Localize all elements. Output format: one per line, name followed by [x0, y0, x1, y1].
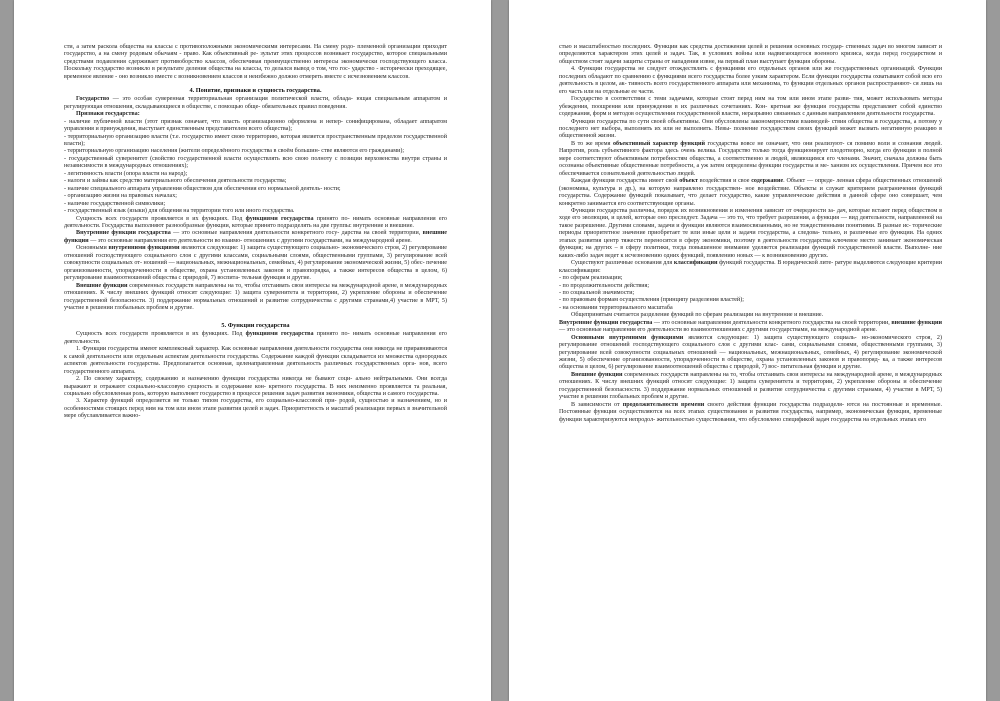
numbered-paragraph: 4. Функции государства не следует отождествлять с функциями его отдельных органов или же государственных организаций. Функции последних обладают по сравнению с функциями всего государства более узким характером. Если функции государства охватывают собой всю его деятельность в целом, ак- тивность всего государственного аппарата или механизма, то функции отдельных органов распространяют- ся лишь на его часть или на отдельные ее части.: [559, 66, 942, 95]
numbered-paragraph: 3. Характер функций определяется не только типом государства, его социально-классовой при- родой, сущностью и назначением, но и особенностями стоящих перед ним на том или ином этапе развития целей и задач. Приоритетность и масштаб реализации первых в значительной мере обуславливается важно-: [64, 398, 447, 420]
list-item: - наличие публичной власти (этот признак означает, что власть организационно оформлена и непер- сонифицирована, обладает аппаратом управления и принуждения, выступает единственным представителем всего общества);: [64, 118, 447, 133]
subheading: Признаки государства:: [76, 111, 140, 118]
section-heading-4: 4. Понятие, признаки и сущность государства.: [189, 87, 322, 95]
list-item: - государственный язык (языки) для общения на территории того или иного государства.: [64, 208, 295, 215]
paragraph: Государство — это особая суверенная территориальная организация политической власти, облада- ющая специальным аппаратом и регулирующая отношения, складывающиеся в обществе, с помощью обще- обязательных правил поведения.: [64, 96, 447, 110]
paragraph: Внешние функции современных государств направлены на то, чтобы отстаивать свои интересы на международной арене, в международных отношениях. К числу внешних функций относят следующие: 1) защита суверенитета и территории, 2) укрепление обороны и обеспечение государственной безопасности. 3) поддержание нормальных отношений и развитие сотрудничества с другими странами,4) участие в МРТ, 5) участие в решении глобальных проблем и другие.: [64, 282, 447, 311]
paragraph: Внутренние функции государства — это основные направления деятельности конкретного государства на своей территории, внешние функции — это основные направления его деятельности во взаимоотношениях с другими государствами, на международной арене.: [559, 319, 942, 334]
paragraph: Существуют различные основания для классификации функций государства. В юридической лите- ратуре выделяются следующие критерии классификации:: [559, 260, 942, 274]
list-item: - территориальную организацию населения (жители определённого государства в своём большин- стве являются его гражданами);: [64, 148, 405, 155]
paragraph: Сущность всех государств проявляется в их функциях. Под функциями государства принято по- нимать основные направления его деятельности. Государства выполняют разнообразные функции, которые принято подразделять на две группы: внутренние и внешние.: [64, 215, 447, 229]
paragraph: Сущность всех государств проявляется в их функциях. Под функциями государства принято по- нимать основные направления его деятельности.: [64, 331, 447, 345]
paragraph: В зависимости от продолжительности времени своего действия функции государства подразделя- ются на постоянные и временные. Постоянные функции осуществляются на всех этапах существования и развития государства, например, экономическая функция, временные функции характеризуются непродол- жительностью существования, что обусловлено спецификой задач государства на отдельных этапах его: [559, 401, 943, 423]
list-item: - по продолжительности действия;: [559, 282, 650, 289]
paragraph: Основными внутренними функциями являются следующие: 1) защита существующего социаль- но-экономического строя, 2) регулирование отношений господствующего социального слоя с другими клас- сами, социальными слоями, общественными группами, 3) регулирование всей совокупности социальных отношений — национальных, межнациональных, семейных, 4) регулирование экономической жизни, 5) обеспечение организованности, упорядоченности в обществе, охрана установленных законов и правопоряд- ка, а также интересов общества в целом, 6) регулирование взаимоотношений общества с природой, 7) вос- питательная функция и другие.: [559, 334, 942, 371]
paragraph: Внешние функции современных государств направлены на то, чтобы отстаивать свои интересы на международной арене, в международных отношениях. К числу внешних функций относят следующие: 1) защита суверенитета и территории, 2) укрепление обороны и обеспечение государственной безопасности. 3) поддержание нормальных отношений и развитие сотрудничества с другими странами, 4) участие в МРТ, 5) участие в решении глобальных проблем и другие.: [559, 371, 942, 401]
paragraph: Каждая функция государства имеет свой объект воздействия и свое содержание. Объект — опреде- ленная сфера общественных отношений (экономика, культура и др.), на которую направлено государствен- ное воздействие. Объекты и служат критерием разграничения функций государства. Содержание функций показывает, что делает государство, какие управленческие действия в данной сфере оно совершает, чем конкретно занимается его соответствующие органы.: [559, 178, 942, 207]
paragraph: В то же время объективный характер функций государства вовсе не означает, что они реализуют- ся помимо воли и сознания людей. Напротив, роль субъективного фактора здесь очень велика. Государство только тогда функционирует плодотворно, когда его функции в полной мере соответствуют объективным потребностям общества, а соответственно и людей, являющимся его членами. Значит, сначала должны быть осознаны объективные общественные потребности, а уж затем определены функции государства и ме- ханизм их осуществления. Причем все это обеспечивается сознательной деятельностью людей.: [559, 140, 943, 177]
list-item: - наличие специального аппарата управления обществом для обеспечения его нормальной деятель- ности;: [64, 185, 341, 192]
paragraph: Общепринятым считается разделение функций по сферам реализации на внутренние и внешние.: [571, 312, 824, 319]
paragraph: стью и масштабностью последних. Функции как средства достижения целей и решения основных государ- ственных задач во многом зависят и определяются характером этих целей и задач. Так, в условиях войны или надвигающегося военного кризиса, когда перед государством и обществом стоят задачи защиты страны от нападения извне, на первый план выступает функция обороны.: [559, 44, 942, 65]
document-page-right: [509, 0, 986, 701]
document-page-left: [14, 0, 491, 701]
paragraph: Внутренние функции государства — это основные направления деятельности конкретного госу- дарства на своей территории, внешние функции — это основные направления его деятельности во взаимо- отношениях с другими государствами, на международной арене.: [64, 230, 447, 244]
list-item: - по сферам реализации;: [559, 275, 623, 282]
list-item: - наличие государственной символики;: [64, 200, 166, 207]
list-item: - по социальной значимости;: [559, 289, 635, 296]
list-item: - территориальную организацию власти (т.е. государство имеет свою территорию, которая является пространственным пределом государственной власти);: [64, 133, 447, 147]
paragraph: Основными внутренними функциями являются следующие: 1) защита существующего социально- экономического строя, 2) регулирование отношений господствующего социального слоя с другими классами, социальными слоями, общественными группами, 3) регулирование всей совокупности социальных от- ношений — национальных, межнациональных, семейных, 4) регулирование экономической жизни, 5) обес- печение организованности, упорядоченности в обществе, охрана установленных законов и правопорядка, а также интересов общества в целом, 6) регулирование взаимоотношений общества с природой, 7) воспита- тельная функция и другие.: [64, 245, 447, 282]
list-item: - легитимность власти (опора власти на народ);: [64, 170, 188, 177]
list-item: - на основании территориального масштаба: [559, 304, 673, 311]
numbered-paragraph: 2. По своему характеру, содержанию и назначению функции государства никогда не бывают соци- ально нейтральными. Они всегда выражают и отражают социально-классовую сущность и содержание кон- кретного государства. В них неизменно проявляется та реальная, социально обусловленная роль, которую выполняет государство в процессе решения задач развития экономики, общества и самого государства.: [64, 376, 447, 398]
paragraph: Функции государства различны, порядок их возникновения и изменения зависит от очередности за- дач, которые встают перед обществом в ходе его эволюции, и целей, которые оно преследует. Задача — это то, что требует разрешения, а функция — вид деятельности, направленной на такое разрешение. Другими словами, задачи и функции являются взаимосвязанными, но не тождественными понятиями. В разные ис- торические периоды приоритетное значение приобретает те или иные цели и задачи государства, а следова- тельно, и различные его функции. На одних этапах развития центр тяжести переносится в сферу экономики, поэтому в деятельности государства ключевое место занимает экономическая функция; на других – в сферу политики, тогда повышенное внимание уделяется реализации функций государственной власти. Выполне- ние каких-либо задач ведет к исчезновению одних функций, появлению новых — к возникновению других.: [559, 207, 942, 259]
list-item: - государственный суверенитет (свойство государственной власти осуществлять всю свою полноту с позиции верховенства внутри страны и независимости в международных отношениях);: [64, 155, 447, 170]
numbered-paragraph: 1. Функции государства имеют комплексный характер. Как основные направления деятельности государства они никогда не приравниваются к самой деятельности или отдельным аспектам деятельности государства. Содержание каждой функции складывается из множества однородных аспектов деятельности государства. Предполагается основная, целенаправленная деятельность различных государственных орга- нов, всего государственного аппарата.: [64, 346, 447, 375]
list-item: - налоги и займы как средство материального обеспечения деятельности государства;: [64, 178, 287, 185]
paragraph: сти, а затем раскола общества на классы с противоположными экономическими интересами. На смену родо- племенной организации приходит государство, а на смену родовым обычаям - право. Как объективный ре- зультат этих процессов возникает государство, которое специальными средствами подавления сдерживает противоборство классов, обеспечивая преимущественно интересы экономически господствующего класса. Поскольку государство возникло в результате деления общества на классы, то делался вывод о том, что гос- ударство - исторически преходящее, временное явление - оно возникло вместе с возникновением классов и неизбежно должно отмереть вместе с исчезновением классов.: [64, 44, 447, 80]
section-heading-5: 5. Функции государства: [221, 322, 290, 330]
paragraph: Функции государства по сути своей объективны. Они обусловлены закономерностями взаимодей- ствия общества и государства, а потому у последнего нет выбора, выполнять их или не выполнять. Невы- полнение государством своих функций может вызвать негативную реакцию в общественной жизни.: [559, 118, 942, 140]
list-item: - по правовым формам осуществления (принципу разделения властей);: [559, 297, 744, 304]
list-item: - организацию жизни на правовых началах;: [64, 193, 177, 200]
paragraph: Государство в соответствии с теми задачами, которые стоят перед ним на том или ином этапе разви- тия, может использовать методы убеждения, поощрения или принуждения в их различных сочетаниях. Кон- кретная же функция государства представляет собой единство содержания, форм и методов осуществления государственной власти, неразрывно связанных с данным направлением деятельности государства.: [559, 96, 942, 118]
